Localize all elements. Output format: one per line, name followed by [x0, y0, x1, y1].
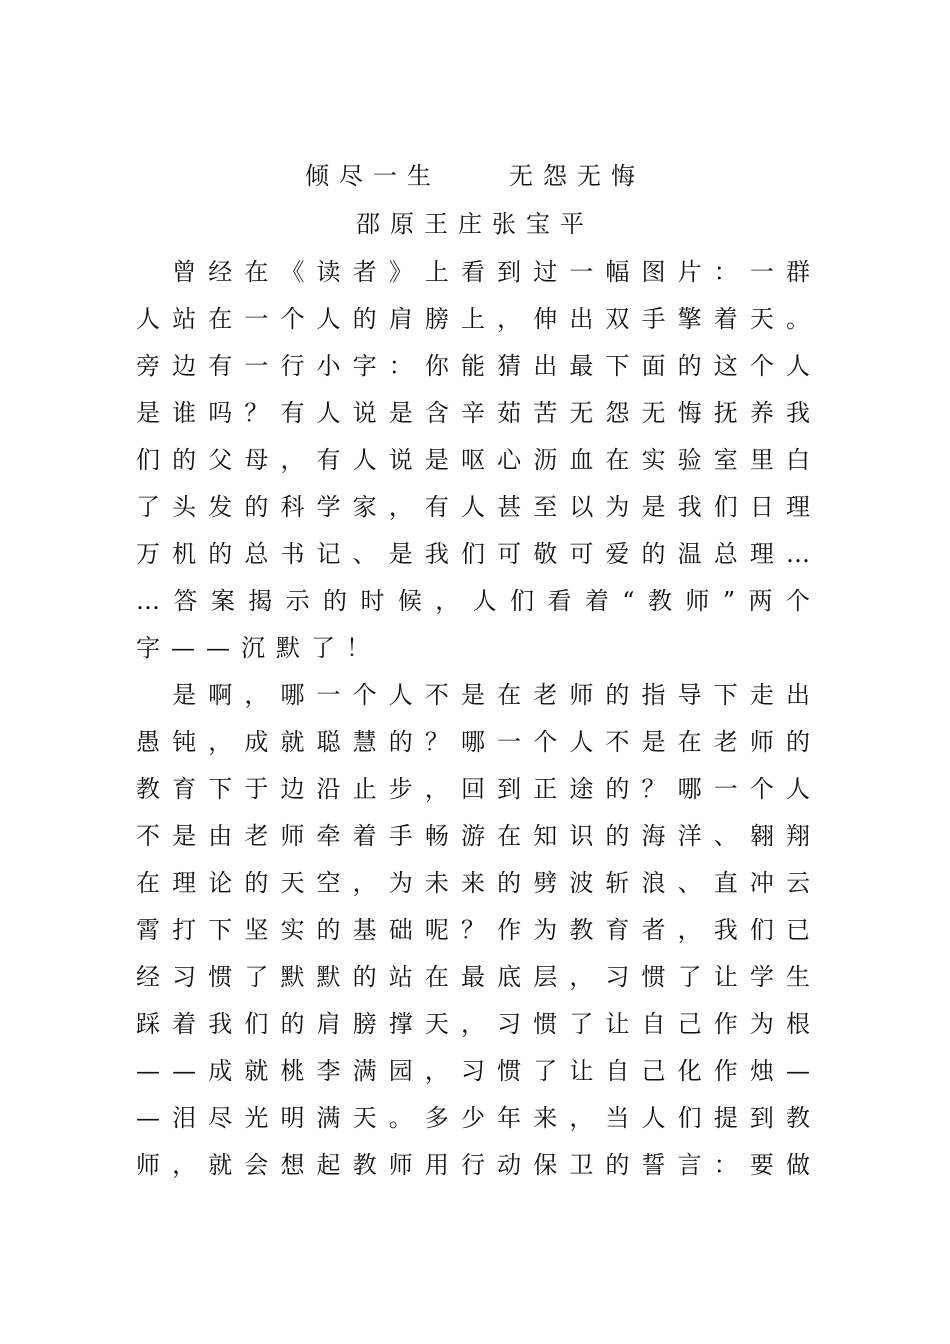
- text-line: 教 育 下 于 边 沿 止 步 ， 回 到 正 途 的 ？ 哪 一 个 人: [136, 775, 810, 803]
- text-line: 曾 经 在 《 读 者 》 上 看 到 过 一 幅 图 片 ： 一 群: [172, 258, 810, 286]
- document-title: 倾尽一生 无怨无悔: [305, 162, 645, 190]
- text-line: 是 啊 ， 哪 一 个 人 不 是 在 老 师 的 指 导 下 走 出: [172, 681, 810, 709]
- text-line: 愚 钝 ， 成 就 聪 慧 的 ？ 哪 一 个 人 不 是 在 老 师 的: [136, 728, 810, 756]
- text-line: 旁 边 有 一 行 小 字 ： 你 能 猜 出 最 下 面 的 这 个 人: [136, 352, 810, 380]
- document-author: 邵原王庄张宝平: [356, 210, 594, 238]
- text-line: 不 是 由 老 师 牵 着 手 畅 游 在 知 识 的 海 洋 、 翱 翔: [136, 822, 810, 850]
- text-line: 了 头 发 的 科 学 家 ， 有 人 甚 至 以 为 是 我 们 日 理: [136, 493, 810, 521]
- text-line: 人 站 在 一 个 人 的 肩 膀 上 ， 伸 出 双 手 擎 着 天 。: [136, 305, 810, 333]
- text-line: — — 成 就 桃 李 满 园 ， 习 惯 了 让 自 己 化 作 烛 —: [136, 1057, 810, 1085]
- text-line: 万 机 的 总 书 记 、 是 我 们 可 敬 可 爱 的 温 总 理 …: [136, 540, 810, 568]
- text-line: 经 习 惯 了 默 默 的 站 在 最 底 层 ， 习 惯 了 让 学 生: [136, 963, 810, 991]
- text-line: 是 谁 吗 ？ 有 人 说 是 含 辛 茹 苦 无 怨 无 悔 抚 养 我: [136, 399, 810, 427]
- text-line: … 答 案 揭 示 的 时 候 ， 人 们 看 着 “ 教 师 ” 两 个: [136, 587, 810, 615]
- text-line: 霄 打 下 坚 实 的 基 础 呢 ？ 作 为 教 育 者 ， 我 们 已: [136, 916, 810, 944]
- document-body: [136, 249, 810, 1189]
- text-line: 踩 着 我 们 的 肩 膀 撑 天 ， 习 惯 了 让 自 己 作 为 根: [136, 1010, 810, 1038]
- text-line: — 泪 尽 光 明 满 天 。 多 少 年 来 ， 当 人 们 提 到 教: [136, 1104, 810, 1132]
- text-line: 们 的 父 母 ， 有 人 说 是 呕 心 沥 血 在 实 验 室 里 白: [136, 446, 810, 474]
- text-line: 字 — — 沉 默 了 ！: [136, 634, 370, 662]
- text-line: 师 ， 就 会 想 起 教 师 用 行 动 保 卫 的 誓 言 ： 要 做: [136, 1151, 810, 1179]
- text-line: 在 理 论 的 天 空 ， 为 未 来 的 劈 波 斩 浪 、 直 冲 云: [136, 869, 810, 897]
